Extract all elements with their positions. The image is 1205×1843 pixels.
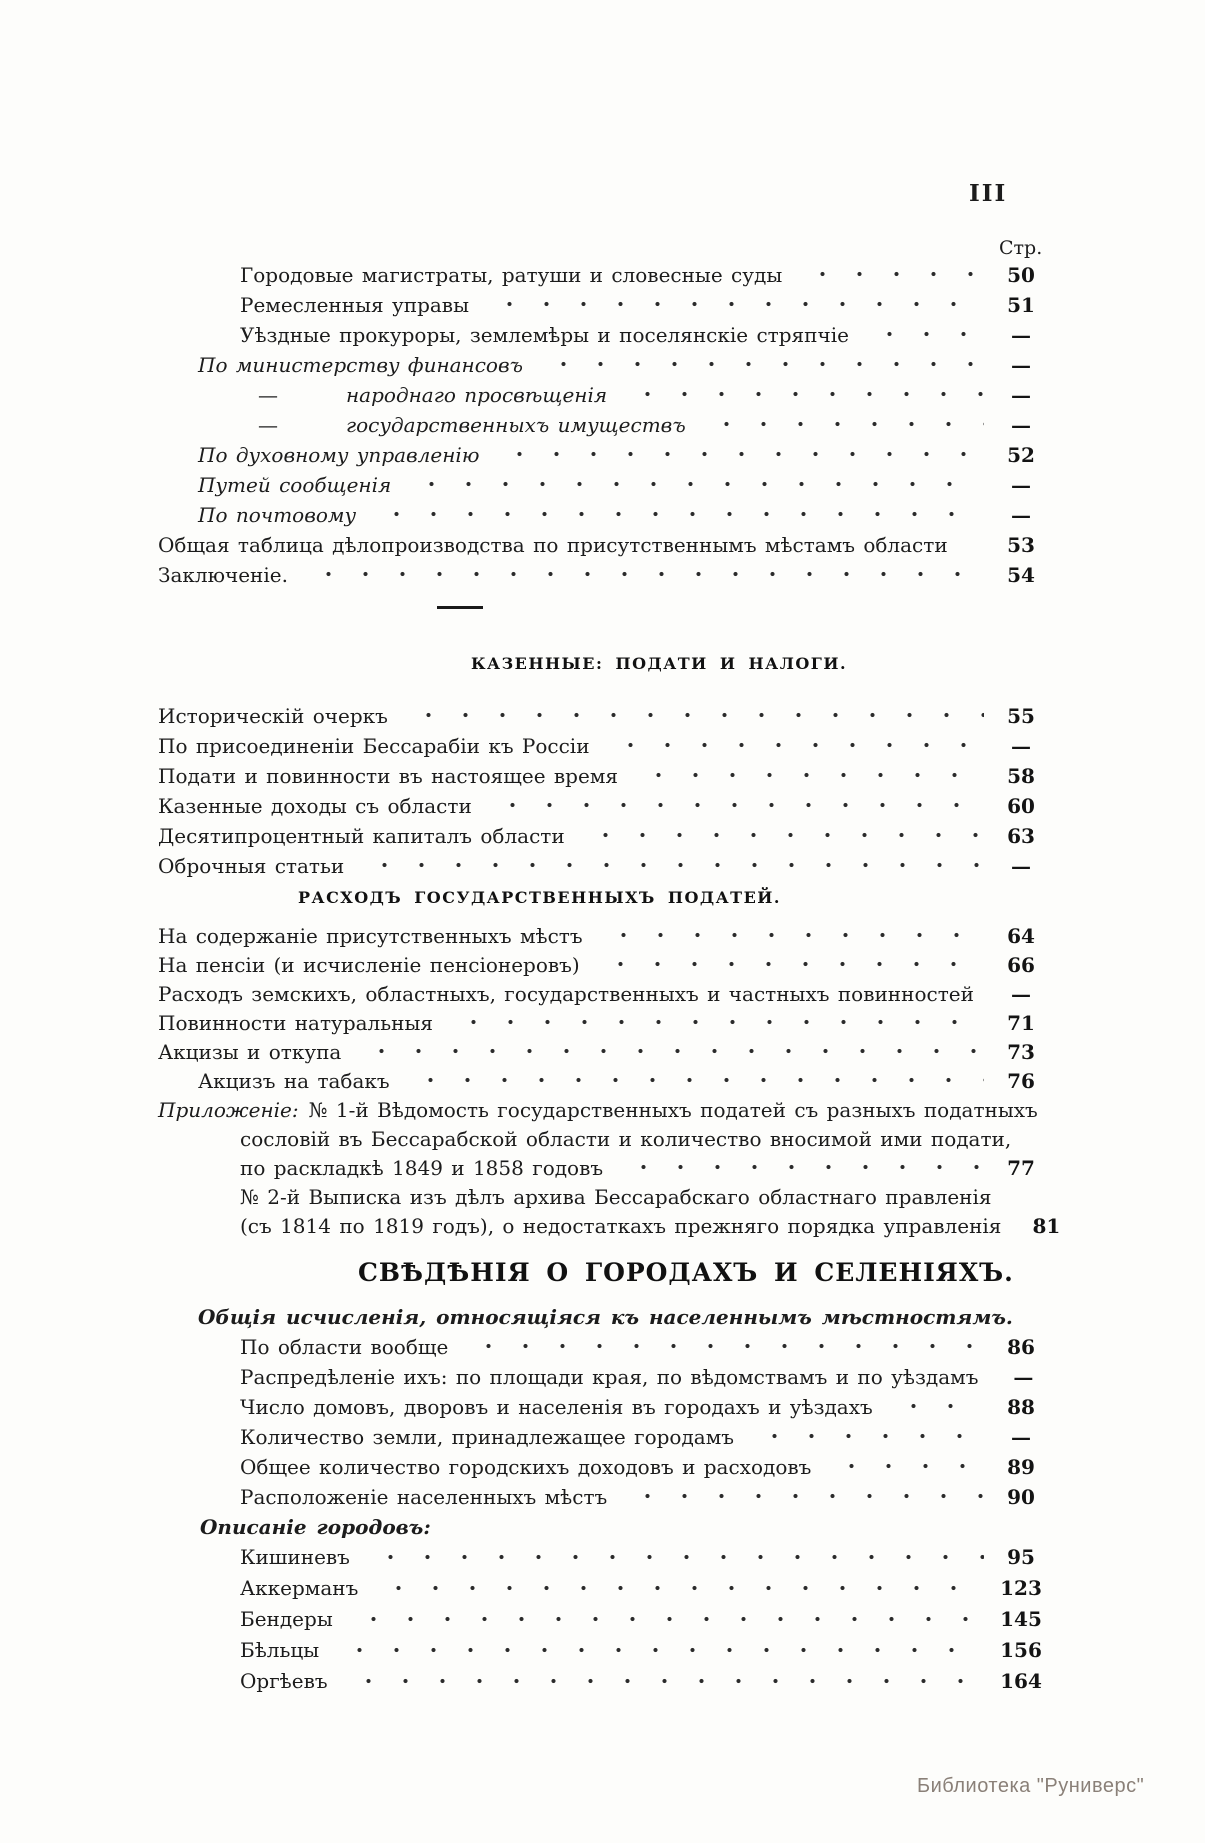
entry-label: народнаго просвѣщенія	[346, 383, 608, 407]
toc-row	[158, 851, 1052, 881]
dot-leader	[487, 440, 984, 470]
entry-label: Казенные доходы съ области	[158, 794, 472, 818]
toc-row	[158, 470, 1052, 500]
toc-row	[158, 1038, 1052, 1067]
toc-row	[158, 410, 1052, 440]
dot-leader	[857, 320, 984, 350]
page-number: —	[1011, 353, 1031, 377]
dot-leader	[358, 1542, 984, 1573]
dot-leader	[366, 1573, 984, 1604]
entry-label: Число домовъ, дворовъ и населенія въ городахъ и уѣздахъ	[240, 1395, 873, 1419]
page-number: 60	[1007, 794, 1035, 818]
page-number: 90	[1007, 1485, 1035, 1509]
entry-label: № 2-й Выписка изъ дѣлъ архива Бессарабскаго областнаго правленія	[240, 1185, 992, 1209]
entry-label: сословій въ Бессарабской области и количество вносимой ими подати,	[240, 1127, 1012, 1151]
dot-leader	[615, 380, 984, 410]
dot-leader	[790, 260, 984, 290]
folio-number: III	[969, 180, 1008, 207]
page-number: 55	[1007, 704, 1035, 728]
entry-label: Историческій очеркъ	[158, 704, 388, 728]
entry-label: По присоединеніи Бессарабіи къ Россіи	[158, 734, 590, 758]
page-number: 95	[1007, 1545, 1035, 1569]
entry-label: Десятипроцентный капиталъ области	[158, 824, 565, 848]
page-number: 53	[1007, 533, 1035, 557]
toc-row	[158, 290, 1052, 320]
entry-label: По духовному управленію	[198, 443, 480, 467]
dot-leader	[336, 1666, 984, 1697]
dash-prefix: —	[258, 383, 278, 407]
page-number: 76	[1007, 1069, 1035, 1093]
toc-row	[158, 1452, 1052, 1482]
entry-label: Аккерманъ	[240, 1576, 359, 1600]
dot-leader	[364, 500, 984, 530]
toc-row	[158, 701, 1052, 731]
entry-label: Общее количество городскихъ доходовъ и расходовъ	[240, 1455, 812, 1479]
subsection-heading: Описаніе городовъ:	[200, 1515, 431, 1539]
page-number: 52	[1007, 443, 1035, 467]
toc-row	[158, 350, 1052, 380]
toc-row	[158, 560, 1052, 590]
dot-leader	[441, 1009, 984, 1038]
page-number: 145	[1000, 1607, 1042, 1631]
entry-label: (съ 1814 по 1819 годъ), о недостаткахъ прежняго порядка управленія	[240, 1214, 1002, 1238]
dot-leader	[327, 1635, 984, 1666]
entry-prefix: Приложеніе:	[158, 1098, 299, 1122]
toc-row	[158, 1332, 1052, 1362]
entry-label: По почтовому	[198, 503, 357, 527]
entry-label: По области вообще	[240, 1335, 449, 1359]
toc-row	[158, 1362, 1052, 1392]
dot-leader	[352, 851, 984, 881]
page-number: 64	[1007, 924, 1035, 948]
dot-leader	[694, 410, 984, 440]
toc-row	[158, 1666, 1052, 1697]
entry-label: На содержаніе присутственныхъ мѣстъ	[158, 924, 583, 948]
toc-row	[158, 922, 1052, 951]
dot-leader	[396, 701, 984, 731]
toc-row	[158, 260, 1052, 290]
entry-label: Общая таблица дѣлопроизводства по присутственнымъ мѣстамъ области	[158, 533, 948, 557]
entry-label: По министерству финансовъ	[198, 353, 523, 377]
toc-row	[158, 1009, 1052, 1038]
page-column-header: Стр.	[999, 237, 1043, 259]
toc-row	[158, 1183, 1052, 1212]
toc-row	[158, 380, 1052, 410]
entry-label: Городовые магистраты, ратуши и словесные суды	[240, 263, 783, 287]
page-number: 77	[1007, 1156, 1035, 1180]
entry-label: Акцизы и откупа	[158, 1040, 342, 1064]
page-number: 88	[1007, 1395, 1035, 1419]
toc-row	[158, 1573, 1052, 1604]
page-number: 156	[1000, 1638, 1042, 1662]
dot-leader	[742, 1422, 984, 1452]
page-number: —	[1011, 503, 1031, 527]
dot-leader	[626, 761, 984, 791]
entry-label: Заключеніе.	[158, 563, 288, 587]
dot-leader	[956, 530, 984, 560]
page-number: —	[1011, 473, 1031, 497]
page-number: 123	[1000, 1576, 1042, 1600]
entry-label: Уѣздные прокуроры, землемѣры и поселянскіе стряпчіе	[240, 323, 849, 347]
page-number: —	[1013, 1365, 1034, 1389]
dot-leader	[611, 1154, 984, 1183]
section-heading: РАСХОДЪ ГОСУДАРСТВЕННЫХЪ ПОДАТЕЙ.	[298, 888, 781, 907]
toc-row	[158, 1154, 1052, 1183]
section-divider	[437, 606, 483, 609]
entry-label: Повинности натуральныя	[158, 1011, 433, 1035]
entry-label: На пенсіи (и исчисленіе пенсіонеровъ)	[158, 953, 580, 977]
page-number: 71	[1007, 1011, 1035, 1035]
table-of-contents	[158, 260, 1061, 1697]
toc-row	[158, 530, 1052, 560]
dot-leader	[349, 1038, 984, 1067]
page-number: —	[1011, 734, 1031, 758]
toc-row	[158, 1482, 1052, 1512]
entry-label: Акцизъ на табакъ	[198, 1069, 390, 1093]
dot-leader	[456, 1332, 984, 1362]
entry-label: Оброчныя статьи	[158, 854, 345, 878]
toc-row	[158, 320, 1052, 350]
dot-leader	[615, 1482, 984, 1512]
dot-leader	[341, 1604, 984, 1635]
entry-label: по раскладкѣ 1849 и 1858 годовъ	[240, 1156, 604, 1180]
toc-row	[158, 440, 1052, 470]
toc-section	[158, 701, 1052, 881]
toc-section	[158, 260, 1052, 590]
page-number: —	[1011, 1425, 1031, 1449]
page-number: 89	[1007, 1455, 1035, 1479]
entry-label: Подати и повинности въ настоящее время	[158, 764, 618, 788]
entry-label: Ремесленныя управы	[240, 293, 469, 317]
toc-row	[158, 951, 1052, 980]
toc-row	[158, 500, 1052, 530]
toc-section	[158, 1332, 1052, 1512]
toc-row	[158, 1542, 1052, 1573]
toc-row	[158, 1392, 1052, 1422]
section-heading: СВѢДѢНІЯ О ГОРОДАХЪ И СЕЛЕНІЯХЪ.	[358, 1258, 1014, 1287]
entry-label: Оргѣевъ	[240, 1669, 328, 1693]
dot-leader	[399, 470, 984, 500]
page-number: 58	[1007, 764, 1035, 788]
page-number: 81	[1032, 1214, 1061, 1238]
page-number: 66	[1007, 953, 1035, 977]
dot-leader	[398, 1067, 984, 1096]
page-number: 63	[1007, 824, 1035, 848]
toc-row	[158, 1422, 1052, 1452]
dot-leader	[982, 980, 984, 1009]
dot-leader	[819, 1452, 984, 1482]
entry-label: Расходъ земскихъ, областныхъ, государственныхъ и частныхъ повинностей	[158, 982, 974, 1006]
entry-label: государственныхъ имуществъ	[346, 413, 686, 437]
toc-row	[158, 1067, 1052, 1096]
toc-row	[158, 1604, 1052, 1635]
page-number: 164	[1000, 1669, 1042, 1693]
dot-leader	[588, 951, 984, 980]
page-number: 51	[1007, 293, 1035, 317]
page-number: 50	[1007, 263, 1035, 287]
entry-label: Распредѣленіе ихъ: по площади края, по вѣдомствамъ и по уѣздамъ	[240, 1365, 979, 1389]
section-heading: КАЗЕННЫЕ: ПОДАТИ И НАЛОГИ.	[471, 654, 848, 673]
toc-row	[158, 1096, 1052, 1125]
entry-label: Бѣльцы	[240, 1638, 320, 1662]
dot-leader	[480, 791, 984, 821]
page-number: —	[1011, 383, 1031, 407]
library-watermark: Библиотека "Руниверс"	[917, 1775, 1145, 1797]
toc-row	[158, 980, 1052, 1009]
dot-leader	[531, 350, 984, 380]
entry-label: Количество земли, принадлежащее городамъ	[240, 1425, 734, 1449]
dot-leader	[573, 821, 984, 851]
dot-leader	[881, 1392, 984, 1422]
page-number: 86	[1007, 1335, 1035, 1359]
toc-section	[158, 922, 1061, 1241]
subsection-heading: Общія исчисленія, относящіяся къ населеннымъ мѣстностямъ.	[198, 1305, 1013, 1329]
toc-row	[158, 791, 1052, 821]
dot-leader	[477, 290, 984, 320]
dash-prefix: —	[258, 413, 278, 437]
page-number: 54	[1007, 563, 1035, 587]
dot-leader	[296, 560, 984, 590]
entry-label: № 1-й Вѣдомость государственныхъ податей съ разныхъ податныхъ	[308, 1098, 1038, 1122]
entry-label: Расположеніе населенныхъ мѣстъ	[240, 1485, 608, 1509]
page-number: —	[1011, 982, 1031, 1006]
dot-leader	[591, 922, 984, 951]
page-number: —	[1011, 413, 1031, 437]
toc-row	[158, 1212, 1061, 1241]
page-number: 73	[1007, 1040, 1035, 1064]
toc-row	[158, 1635, 1052, 1666]
toc-row	[158, 1125, 1052, 1154]
entry-label: Путей сообщенія	[198, 473, 392, 497]
page-number: —	[1011, 854, 1031, 878]
entry-label: Кишиневъ	[240, 1545, 350, 1569]
entry-label: Бендеры	[240, 1607, 333, 1631]
toc-row	[158, 821, 1052, 851]
toc-section	[158, 1542, 1052, 1697]
dot-leader	[598, 731, 984, 761]
toc-row	[158, 761, 1052, 791]
page-number: —	[1011, 323, 1031, 347]
toc-row	[158, 731, 1052, 761]
